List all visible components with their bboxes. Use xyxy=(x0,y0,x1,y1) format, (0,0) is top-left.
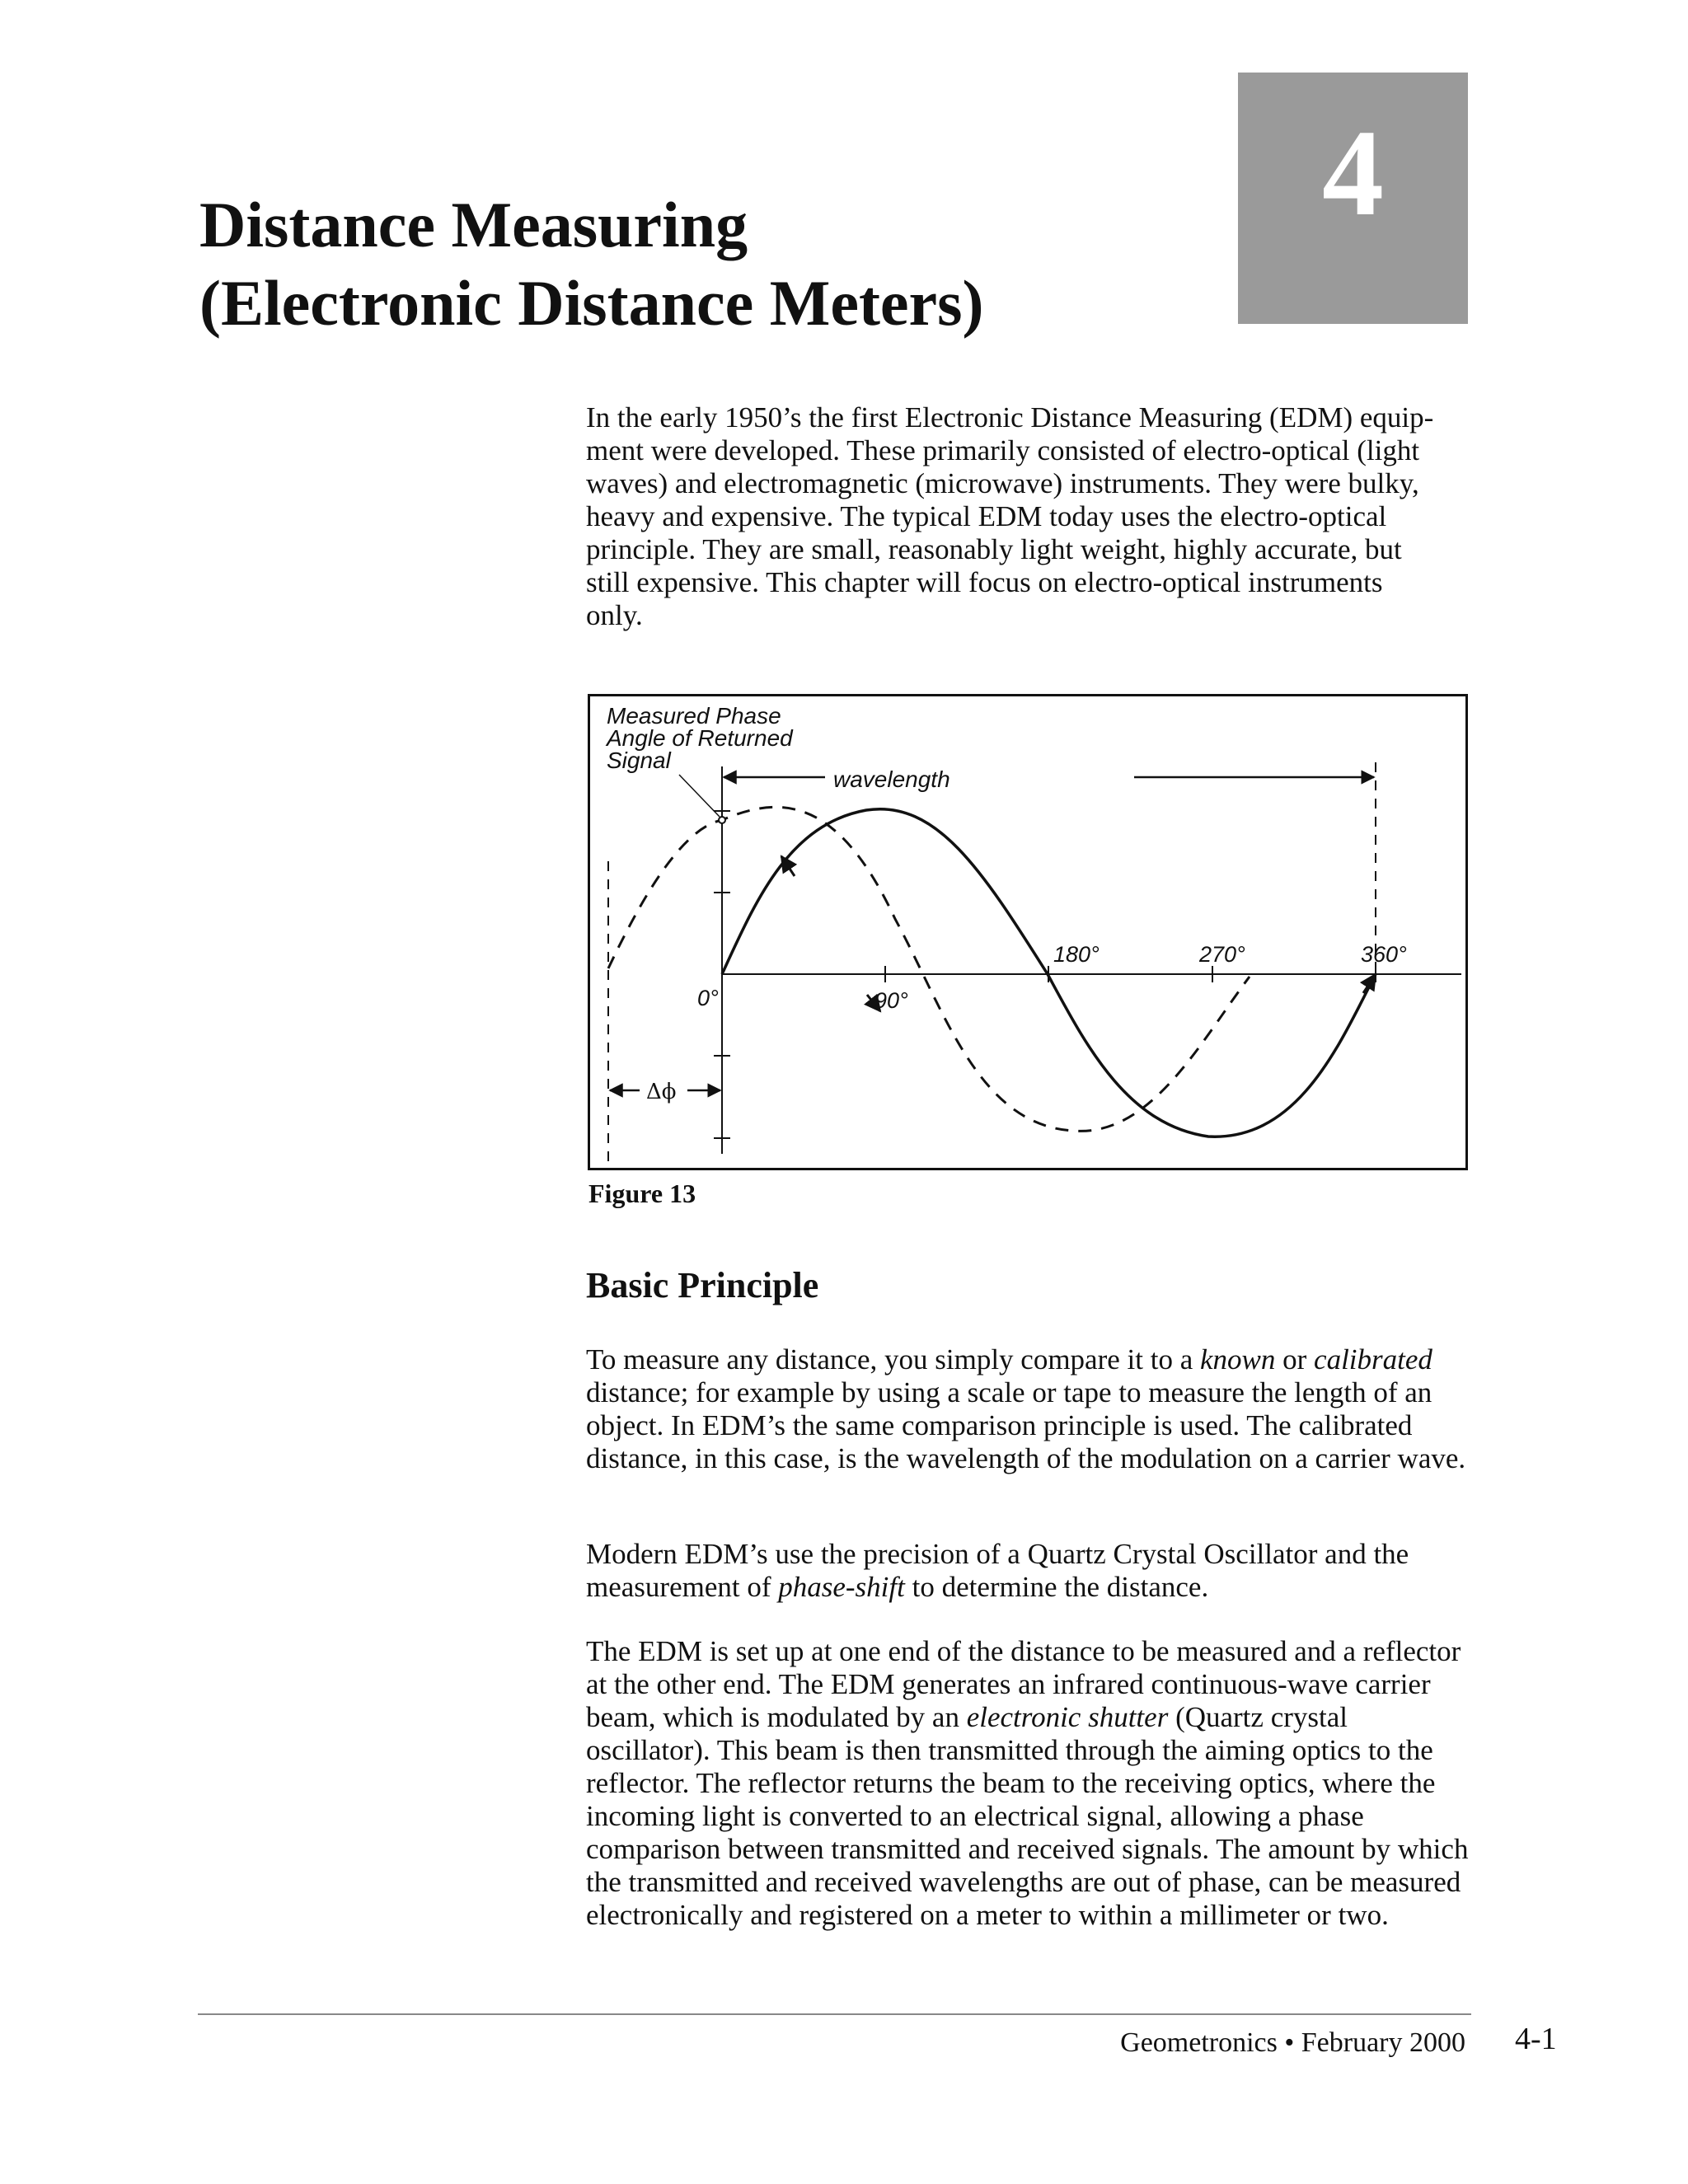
chapter-number: 4 xyxy=(1322,104,1384,241)
intro-line: heavy and expensive. The typical EDM today uses the electro-optical xyxy=(586,500,1387,532)
paragraph-text: to determine the distance. xyxy=(904,1571,1209,1603)
page-number: 4-1 xyxy=(1515,2022,1557,2056)
paragraph-text: (Quartz crystal oscillator). This beam is then transmitted through the aiming optics to the reflector. The reflector returns the beam to the receiving optics, where the incoming light is converted to an electrical signal, allowing a phase comparison between transmitted and received signals. The amount by which the transmitted and received wavelengths are out of phase, can be measured electronically and registered on a meter to within a millimeter or two. xyxy=(586,1701,1469,1931)
paragraph-basic-principle-1 xyxy=(586,1343,1476,1475)
paragraph-text: or xyxy=(1275,1343,1315,1376)
phase-diagram-figure xyxy=(588,694,1468,1170)
section-heading: Basic Principle xyxy=(586,1265,819,1305)
page-title xyxy=(199,185,984,342)
angle-label-0: 0° xyxy=(697,986,719,1010)
paragraph-text: distance; for example by using a scale or tape to measure the length of an object. In EDM’s the same comparison principle is used. The calibrated distance, in this case, is the wavelength of the modulation on a carrier wave. xyxy=(586,1376,1466,1474)
wavelength-label: wavelength xyxy=(833,766,950,792)
emphasis-phase-shift: phase-shift xyxy=(778,1571,905,1603)
emphasis-electronic-shutter: electronic shutter xyxy=(966,1701,1169,1733)
delta-phi-label: Δϕ xyxy=(646,1080,677,1104)
title-line-1: Distance Measuring xyxy=(199,189,748,260)
paragraph-text: To measure any distance, you simply compare it to a xyxy=(586,1343,1200,1376)
angle-label-360: 360° xyxy=(1361,942,1407,967)
title-line-2: (Electronic Distance Meters) xyxy=(199,267,984,339)
intro-line: still expensive. This chapter will focus on electro-optical instruments xyxy=(586,566,1383,598)
annotation-line-2: Angle of Returned xyxy=(607,725,793,751)
paragraph-basic-principle-2 xyxy=(586,1538,1476,1604)
intro-line: waves) and electromagnetic (microwave) instruments. They were bulky, xyxy=(586,467,1419,499)
emphasis-calibrated: calibrated xyxy=(1314,1343,1432,1376)
footer-text: Geometronics • February 2000 xyxy=(1120,2027,1465,2058)
direction-arrow-returned xyxy=(781,856,795,876)
intro-line: principle. They are small, reasonably light weight, highly accurate, but xyxy=(586,533,1402,565)
intro-paragraph xyxy=(586,401,1476,632)
phase-diagram xyxy=(590,696,1465,1168)
paragraph-basic-principle-3 xyxy=(586,1635,1476,1932)
angle-label-270: 270° xyxy=(1199,942,1245,967)
returned-signal-curve xyxy=(608,807,1250,1131)
paragraph-text: The EDM is set up at one end of the distance to be measured and a reflector at the other end. The EDM generates an infrared continuous-wave carrier beam, which is modulated by an xyxy=(586,1635,1461,1733)
annotation-line-3: Signal xyxy=(607,748,671,773)
chapter-number-box xyxy=(1238,73,1468,324)
intro-line: In the early 1950’s the first Electronic Distance Measuring (EDM) equip- xyxy=(586,401,1434,434)
figure-caption: Figure 13 xyxy=(588,1179,696,1208)
paragraph-text: Modern EDM’s use the precision of a Quartz Crystal Oscillator and the measurement of xyxy=(586,1538,1409,1603)
measured-phase-point xyxy=(719,817,725,823)
annotation-line-1: Measured Phase xyxy=(607,703,781,729)
intro-line: only. xyxy=(586,599,643,631)
intro-line: ment were developed. These primarily consisted of electro-optical (light xyxy=(586,434,1420,466)
emphasis-known: known xyxy=(1199,1343,1276,1376)
angle-label-180: 180° xyxy=(1053,942,1100,967)
angle-label-90: 90° xyxy=(874,988,908,1013)
annotation-leader-line xyxy=(679,775,720,817)
footer-divider xyxy=(198,2013,1471,2015)
direction-arrow-transmitted-up xyxy=(1363,974,1376,993)
